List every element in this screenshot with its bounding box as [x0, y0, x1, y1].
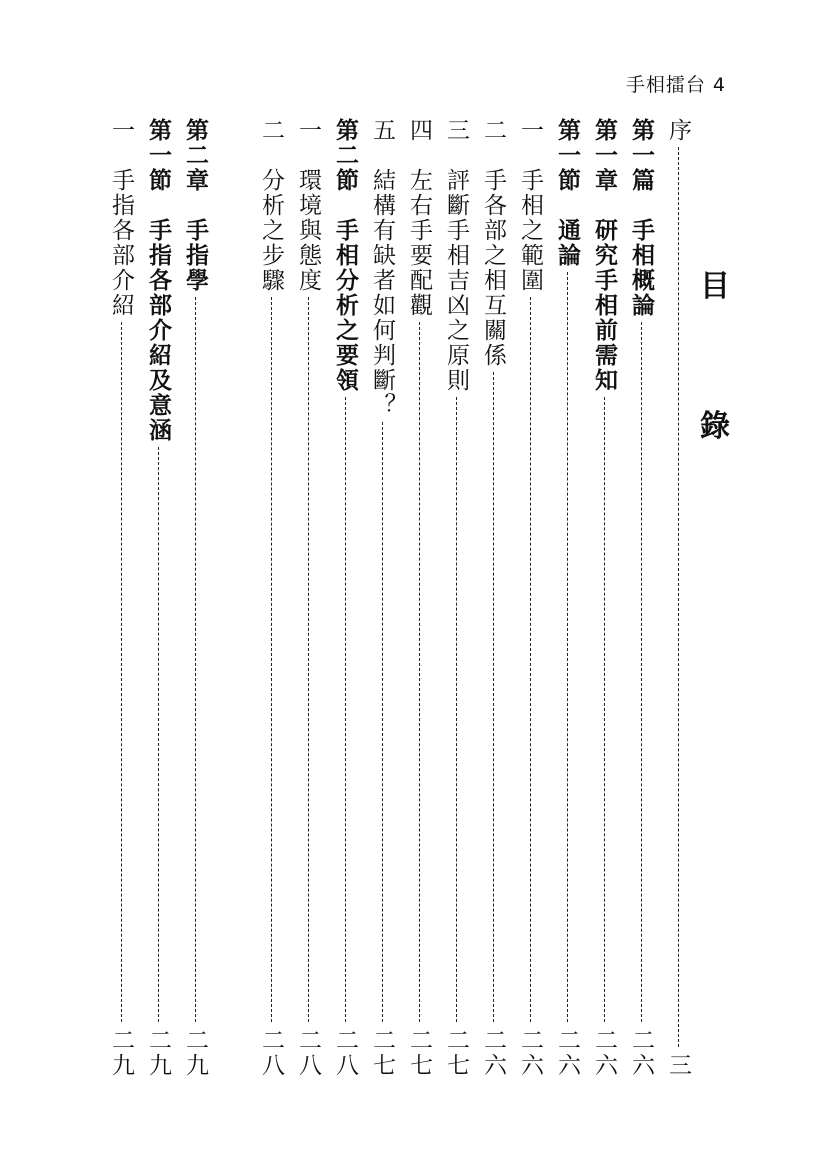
toc-entry[interactable]: [439, 118, 473, 1078]
dotted-leader: [121, 322, 122, 1022]
toc-entry-text: 第一章 研究手相前需知: [591, 118, 618, 393]
toc-entry[interactable]: [550, 118, 584, 1078]
toc-entry[interactable]: [291, 118, 325, 1078]
toc-entry[interactable]: [178, 118, 212, 1078]
toc-title-char: 錄: [700, 409, 730, 444]
toc-page-number: 二六: [591, 1028, 617, 1078]
toc-entry[interactable]: [661, 118, 695, 1078]
toc-entry-text: 一 環境與態度: [295, 118, 321, 293]
toc-entry[interactable]: [476, 118, 510, 1078]
dotted-leader: [456, 397, 457, 1022]
toc-page-number: 二八: [332, 1028, 358, 1078]
toc-page-number: 二九: [182, 1028, 208, 1078]
toc-entry-text: 四 左右手要配觀: [406, 118, 432, 318]
toc-entry[interactable]: [254, 118, 288, 1078]
dotted-leader: [493, 372, 494, 1022]
toc-page-number: 二八: [258, 1028, 284, 1078]
toc-entry[interactable]: [328, 118, 362, 1078]
dotted-leader: [382, 422, 383, 1022]
toc-entry-text: 二 分析之步驟: [258, 118, 284, 293]
toc-entry-text: 五 結構有缺者如何判斷？: [369, 118, 395, 418]
toc-entry-text: 第一節 手指各部介紹及意涵: [145, 118, 172, 443]
toc-entry-text: 第一節 通論: [554, 118, 581, 268]
toc-entry-text: 二 手各部之相互關係: [480, 118, 506, 368]
running-header: 手相擂台 4: [625, 74, 726, 96]
toc-page-number: 二六: [554, 1028, 580, 1078]
dotted-leader: [271, 297, 272, 1022]
toc-entry[interactable]: [587, 118, 621, 1078]
toc-entry-text: 第二節 手相分析之要領: [332, 118, 359, 393]
toc-page-number: 二七: [369, 1028, 395, 1078]
toc-entry[interactable]: [141, 118, 175, 1078]
toc-title-char: 目: [700, 269, 730, 304]
toc-entry-text: 三 評斷手相吉凶之原則: [443, 118, 469, 393]
toc-entry-text: 序: [665, 118, 691, 143]
toc-entry-text: 一 手指各部介紹: [108, 118, 134, 318]
toc-page-number: 二六: [517, 1028, 543, 1078]
toc-page-number: 二七: [406, 1028, 432, 1078]
toc-entry-text: 第一篇 手相概論: [628, 118, 655, 318]
toc-entry-text: 一 手相之範圍: [517, 118, 543, 293]
toc-page-number: 二九: [145, 1028, 171, 1078]
dotted-leader: [530, 297, 531, 1022]
toc-page-number: 二七: [443, 1028, 469, 1078]
toc-page-number: 三: [665, 1053, 691, 1078]
toc-page-number: 二六: [480, 1028, 506, 1078]
dotted-leader: [345, 397, 346, 1022]
dotted-leader: [308, 297, 309, 1022]
toc-entry[interactable]: [104, 118, 138, 1078]
toc-entry[interactable]: [365, 118, 399, 1078]
dotted-leader: [641, 322, 642, 1022]
toc-entry[interactable]: [402, 118, 436, 1078]
toc-page-number: 二八: [295, 1028, 321, 1078]
toc-entry-text: 第二章 手指學: [182, 118, 209, 293]
toc-entry[interactable]: [624, 118, 658, 1078]
toc-entry[interactable]: [513, 118, 547, 1078]
dotted-leader: [195, 297, 196, 1022]
dotted-leader: [158, 447, 159, 1022]
dotted-leader: [604, 397, 605, 1022]
dotted-leader: [567, 272, 568, 1022]
dotted-leader: [678, 147, 679, 1047]
toc-page-number: 二九: [108, 1028, 134, 1078]
toc-page-number: 二六: [628, 1028, 654, 1078]
dotted-leader: [419, 322, 420, 1022]
